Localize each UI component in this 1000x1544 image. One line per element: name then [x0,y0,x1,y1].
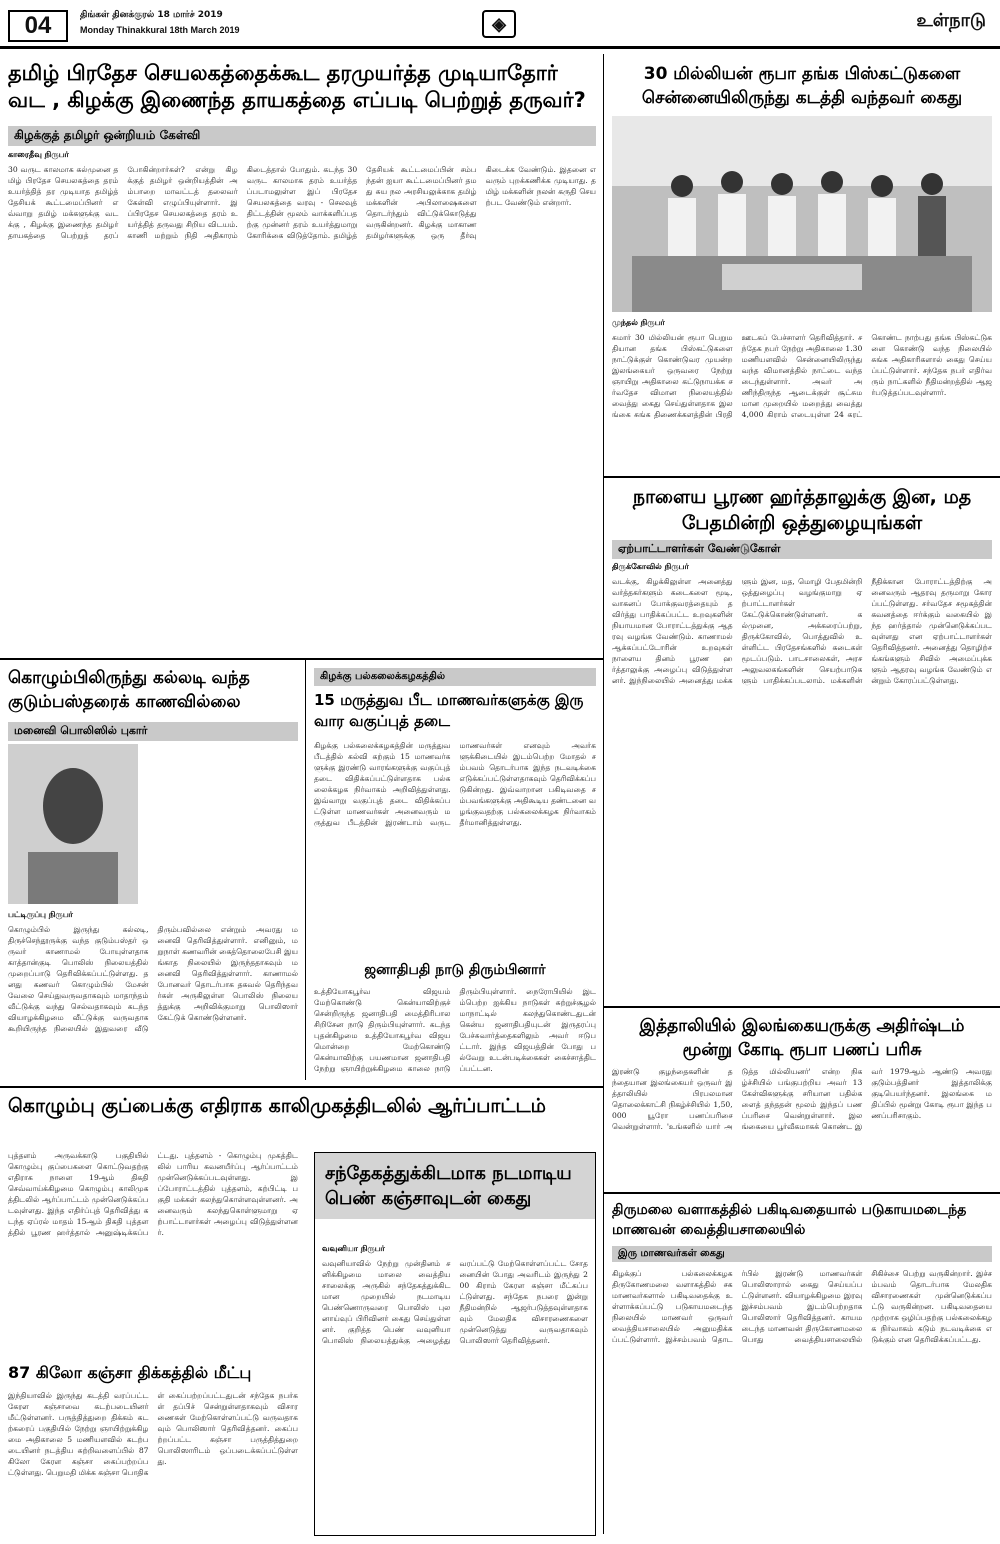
a2-rule [604,476,1000,478]
a10-headline: இத்தாலியில் இலங்கையருக்கு அதிர்ஷ்டம் மூன்று கோடி ரூபா பணப் பரிசு [639,1016,965,1060]
a4-byline: பட்டிருப்பு நிருபர் [8,910,73,919]
a1-rule [0,658,603,660]
page-number: 04 [24,12,52,39]
a3-rule [604,1006,1000,1008]
newspaper-logo-icon: ◈ [482,10,516,38]
masthead-date-block [80,10,320,35]
tamil-date: திங்கள் தினக்குரல் 18 மார்ச் 2019 [80,10,223,20]
a1-kicker: கிழக்குத் தமிழர் ஒன்றியம் கேள்வி [8,126,596,146]
a10-body: இரண்டு குழந்தைகளின் தந்தையான இலங்கையர் ஒருவர் இத்தாலியில் பிரபலமான தொலைக்காட்சி நிகழ்ச்சியில் 1,50,000 யூரோ பணப்பரிசை வென்றுள்ளார். 'உங்களில் யார் அடுத்த மில்லியனர்' என்ற நிகழ்ச்சியில் பங்குபற்றிய அவர் 13 கேள்விகளுக்கு சரியான பதில்களைத் தந்ததன் மூலம் இந்தப் பணப்பரிசை வென்றுள்ளார். இலங்கையை பூர்வீகமாகக் கொண்ட இவர் 1979ஆம் ஆண்டு அவரது குடும்பத்தினர் இத்தாலிக்கு குடிபெயர்ந்தனர். இலங்கை மதிப்பில் மூன்று கோடி ரூபா இந்த பணப்பரிசாகும். [612,1067,992,1131]
a2-byline: முந்தல் நிருபர் [612,318,665,327]
a1-byline: காரைதீவு நிருபர் [8,150,69,159]
a5-kicker: கிழக்கு பல்கலைக்கழகத்தில் [314,668,596,686]
a4-photo-missing-man [8,744,138,904]
a11-kicker: இரு மாணவர்கள் கைது [612,1246,992,1262]
col-divider-v [603,54,604,1534]
a6-body: உத்தியோகபூர்வ விஜயம் மேற்கொண்டு கென்யாவிற்குச் சென்றிருந்த ஜனாதிபதி மைத்திரிபால சிறிசேன நாடு திரும்பியுள்ளார். கடந்த புதன்கிழமை உத்தியோகபூர்வ விஜயமொன்றை மேற்கொண்டு கென்யாவிற்கு பயணமான ஜனாதிபதி நேற்று ஞாயிற்றுக்கிழமை காலை நாடு திரும்பியுள்ளார். நைரோபியில் இடம்பெற்ற ஐக்கிய நாடுகள் சுற்றுச்சூழல் மாநாட்டில் கலந்துகொண்டதுடன் கென்ய ஜனாதிபதியுடன் இருதரப்பு பேச்சுவார்த்தைகளிலும் அவர் ஈடுபட்டார். இந்த விஜயத்தின் போது பல்வேறு உடன்படிக்கைகள் கைச்சாத்திடப்பட்டன. [314,987,596,1073]
a4-body: கொழும்பில் இருந்து கல்லடி, திருச்செந்தூருக்கு வந்த குடும்பஸ்தர் ஒருவர் காணாமல் போயுள்ளதாக காத்தான்குடி பொலிஸ் நிலையத்தில் முறைப்பாடு தெரிவிக்கப்பட்டுள்ளது. தனது கணவர் கொழும்பில் மேசன் வேலை செய்துவருவதாகவும் மாதாந்தம் வீட்டுக்கு வந்து செல்வதாகவும் கடந்த வியாழக்கிழமை வீட்டுக்கு வருவதாக கூறியிருந்த நிலையில் இதுவரை வீடு திரும்பவில்லை என்றும் அவரது மனைவி தெரிவித்துள்ளார். எனினும், மறுநாள் கணவரின் கைத்தொலைபேசி இயங்காத நிலையில் இருந்ததாகவும் மனைவி தெரிவித்துள்ளார். காணாமல் போனவர் தொடர்பாக தகவல் தெரிந்தவர்கள் அருகிலுள்ள பொலிஸ் நிலையத்துக்கு அறிவிக்குமாறு பொலிஸார் கேட்டுக் கொண்டுள்ளனர். [8,925,298,1033]
masthead-rule [0,46,1000,49]
a3-body: வடக்கு, கிழக்கிலுள்ள அனைத்து வர்த்தகர்களும் கடைகளை மூடி, வாகனப் போக்குவரத்தையும் தவிர்த்து பாதிக்கப்பட்ட உறவுகளின் நியாயமான போராட்டத்துக்கு ஆதரவு வழங்க வேண்டும். காணாமல் ஆக்கப்பட்டோரின் உறவுகள் நாளைய தினம் பூரண ஹர்த்தாலுக்கு அழைப்பு விடுத்துள்ளனர். இந்நிலையில் அனைத்து மக்களும் இன, மத, மொழி பேதமின்றி ஒத்துழைப்பு வழங்குமாறு ஏற்பாட்டாளர்கள் கேட்டுக்கொண்டுள்ளனர். கல்முனை, அக்கரைப்பற்று, திருக்கோவில், பொத்துவில் உள்ளிட்ட பிரதேசங்களில் கடைகள் மூடப்படும். பாடசாலைகள், அரச அலுவலகங்களின் செயற்பாடுகளும் பாதிக்கப்படலாம். மக்களின் நீதிக்கான போராட்டத்திற்கு அனைவரும் ஆதரவு தருமாறு கோரப்பட்டுள்ளது. சர்வதேச சமூகத்தின் கவனத்தை ஈர்க்கும் வகையில் இந்த ஹர்த்தால் முன்னெடுக்கப்படவுள்ளது என ஏற்பாட்டாளர்கள் தெரிவித்தனர். அனைத்து தொழிற்சங்கங்களும் சிவில் அமைப்புக்களும் ஆதரவு வழங்க வேண்டும் என்றும் கோரப்பட்டுள்ளது. [612,577,992,685]
a11-headline: திருமலை வளாகத்தில் பகிடிவதையால் படுகாயமடைந்த மாணவன் வைத்தியசாலையில் [612,1202,967,1238]
a8-headline: 87 கிலோ கஞ்சா திக்கத்தில் மீட்பு [8,1363,252,1382]
a10-rule [604,1192,1000,1194]
a4-a5-divider [305,660,306,1080]
a9-body: வவுனியாவில் நேற்று முன்தினம் சனிக்கிழமை மாலை வைத்தியசாலைக்கு அருகில் சந்தேகத்துக்கிடமான முறையில் நடமாடிய பெண்ணொருவரை பொலிஸ் புலனாய்வுப் பிரிவினர் கைது செய்துள்ளனர். குறித்த பெண் வவுனியா பொலிஸ் நிலையத்துக்கு அழைத்து வரப்பட்டு மேற்கொள்ளப்பட்ட சோதனையின் போது அவரிடம் இருந்து 200 கிராம் கேரள கஞ்சா மீட்கப்பட்டுள்ளது. சந்தேக நபரை இன்று நீதிமன்றில் ஆஜர்படுத்தவுள்ளதாகவும் மேலதிக விசாரணைகளை முன்னெடுத்து வருவதாகவும் பொலிஸார் தெரிவித்தனர். [322,1259,588,1345]
a1-body: 30 வருட காலமாக கல்முனை தமிழ் பிரதேச செயலகத்தை தரம் உயர்த்தித் தர முடியாத தமிழ்த் தேசியக் கூட்டமைப்பினர் எவ்வாறு தமிழ் மக்களுக்கு வடக்கு , கிழக்கு இணைந்த தமிழர் தாயகத்தை பெற்றுத் தரப் போகின்றார்கள்? என்று கிழக்குத் தமிழர் ஒன்றியத்தின் அம்பாறை மாவட்டத் தலைவர் கேள்வி எழுப்பியுள்ளார். இப்பிரதேச செயலகத்தை தரம் உயர்த்தித் தருவது சிறிய விடயம். காணி மற்றும் நிதி அதிகாரம் கிடைத்தால் போதும். கடந்த 30 வருட காலமாக தரம் உயர்த்தப்படாமலுள்ள இப் பிரதேச செயலகத்தை வரவு - செலவுத் திட்டத்தின் மூலம் வாக்களிப்பதற்கு முன்னர் தரம் உயர்த்துமாறு கோரிக்கை விடுத்தோம். தமிழ்த் தேசியக் கூட்டமைப்பின் சம்பந்தன் ஐயா கூட்டமைப்பினர் தமது சுய நல அரசியலுக்காக தமிழ் மக்களின் அபிலாஷைகளை தொடர்ந்தும் விட்டுக்கொடுத்து வருகின்றனர். கிழக்கு மாகாண தமிழர்களுக்கு ஒரு தீர்வு கிடைக்க வேண்டும். இதனை எவரும் புறக்கணிக்க முடியாது. தமிழ் மக்களின் நலன் கருதி செயற்பட வேண்டும் என்றார். [8,165,596,240]
a5-headline: 15 மருத்துவ பீட மாணவர்களுக்கு இரு வார வகுப்புத் தடை [314,691,584,730]
a3-byline: திருக்கோவில் நிருபர் [612,562,689,571]
a3-headline: நாளைய பூரண ஹர்த்தாலுக்கு இன, மத பேதமின்றி ஒத்துழையுங்கள் [632,486,972,534]
a2-headline: 30 மில்லியன் ரூபா தங்க பிஸ்கட்டுகளை சென்னையிலிருந்து கடத்தி வந்தவர் கைது [641,64,963,108]
page-number-box [8,10,68,42]
a1-headline: தமிழ் பிரதேச செயலகத்தைக்கூட தரமுயர்த்த முடியாதோர் வட , கிழக்கு இணைந்த தாயகத்தை எப்படி பெற்றுத் தருவர்? [8,61,586,112]
a2-photo-officials [612,116,992,312]
english-date: Monday Thinakkural 18th March 2019 [80,25,240,35]
a5-rule [0,1086,603,1088]
a7-headline: கொழும்பு குப்பைக்கு எதிராக காலிமுகத்திடலில் ஆர்ப்பாட்டம் [8,1095,546,1117]
masthead [0,0,1000,50]
a8-body: இந்தியாவில் இருந்து கடத்தி வரப்பட்ட கேரள கஞ்சாவை கடற்படையினர் மீட்டுள்ளனர். பருத்தித்துறை திக்கம் கடற்கரைப் பகுதியில் நேற்று ஞாயிற்றுக்கிழமை அதிகாலை 5 மணியளவில் கடற்படையினர் நடத்திய சுற்றிவளைப்பில் 87 கிலோ கேரள கஞ்சா கைப்பற்றப்பட்டுள்ளது. பெறுமதி மிக்க கஞ்சா பொதிகள் கைப்பற்றப்பட்டதுடன் சந்தேக நபர்கள் தப்பிச் சென்றுள்ளதாகவும் விசாரணைகள் மேற்கொள்ளப்பட்டு வருவதாகவும் பொலிஸார் தெரிவித்தனர். கைப்பற்றப்பட்ட கஞ்சா பருத்தித்துறை பொலிஸாரிடம் ஒப்படைக்கப்பட்டுள்ளது. [8,1391,298,1477]
a4-kicker: மனைவி பொலிஸில் புகார் [8,722,298,741]
a5-body: கிழக்கு பல்கலைக்கழகத்தின் மருத்துவ பீடத்தில் கல்வி கற்கும் 15 மாணவர்களுக்கு இரண்டு வாரங்களுக்கு வகுப்புத் தடை விதிக்கப்பட்டுள்ளதாக பல்கலைக்கழக நிர்வாகம் அறிவித்துள்ளது. இவ்வாறு வகுப்புத் தடை விதிக்கப்பட்டுள்ள மாணவர்கள் அனைவரும் மருத்துவ பீடத்தின் இரண்டாம் வருட மாணவர்கள் எனவும் அவர்களுக்கிடையில் இடம்பெற்ற மோதல் சம்பவம் தொடர்பாக இந்த நடவடிக்கை எடுக்கப்பட்டுள்ளதாகவும் தெரிவிக்கப்படுகின்றது. இவ்வாறான பகிடிவதை சம்பவங்களுக்கு அதிகூடிய தண்டனை வழங்குவதற்கு பல்கலைக்கழக நிர்வாகம் தீர்மானித்துள்ளது. [314,741,596,827]
a11-body: கிழக்குப் பல்கலைக்கழக திருகோணமலை வளாகத்தில் சக மாணவர்களால் பகிடிவதைக்கு உள்ளாக்கப்பட்டு படுகாயமடைந்த நிலையில் மாணவர் ஒருவர் வைத்தியசாலையில் அனுமதிக்கப்பட்டுள்ளார். இச்சம்பவம் தொடர்பில் இரண்டு மாணவர்கள் பொலிஸாரால் கைது செய்யப்பட்டுள்ளனர். வியாழக்கிழமை இரவு இச்சம்பவம் இடம்பெற்றதாக பொலிஸார் தெரிவித்தனர். காயமடைந்த மாணவன் திருகோணமலை பொது வைத்தியசாலையில் சிகிச்சை பெற்று வருகின்றார். இச்சம்பவம் தொடர்பாக மேலதிக விசாரணைகள் முன்னெடுக்கப்பட்டு வருகின்றன. பகிடிவதையை முற்றாக ஒழிப்பதற்கு பல்கலைக்கழக நிர்வாகம் கடும் நடவடிக்கை எடுக்கும் என தெரிவிக்கப்பட்டது. [612,1269,992,1344]
a4-portrait-illustration [8,744,138,904]
section-name: உள்நாடு [916,10,986,31]
a2-photo-illustration [612,116,992,312]
a9-byline: வவுனியா நிருபர் [322,1244,385,1253]
a6-headline: ஜனாதிபதி நாடு திரும்பினார் [364,962,546,978]
a9-headline: சந்தேகத்துக்கிடமாக நடமாடிய பெண் கஞ்சாவுடன் கைது [315,1153,595,1219]
a2-body: சுமார் 30 மில்லியன் ரூபா பெறுமதியான தங்க பிஸ்கட்டுகளை நாட்டுக்குள் கொண்டுவர முயன்ற இலங்கையர் ஒருவரை நேற்று ஞாயிறு அதிகாலை கட்டுநாயக்க சர்வதேச விமான நிலையத்தில் வைத்து கைது செய்துள்ளதாக இலங்கை சுங்க திணைக்களத்தின் பிரதி ஊடகப் பேச்சாளர் தெரிவித்தார். சந்தேக நபர் நேற்று அதிகாலை 1.30 மணியளவில் சென்னையிலிருந்து வந்த விமானத்தில் நாட்டை வந்தடைந்துள்ளார். அவர் அணிந்திருந்த ஆடைக்குள் சூட்சுமமான முறையில் மறைத்து வைத்து 4,000 கிராம் எடையுள்ள 24 கரட் கொண்ட நாற்பது தங்க பிஸ்கட்டுகளை கொண்டு வந்த நிலையில் சுங்க அதிகாரிகளால் கைது செய்யப்பட்டுள்ளார். சந்தேக நபர் எதிர்வரும் நாட்களில் நீதிமன்றத்தில் ஆஜர்படுத்தப்படவுள்ளார். [612,333,992,419]
a7-body: புத்தளம் அருவக்காடு பகுதியில் கொழும்பு குப்பைகளை கொட்டுவதற்கு எதிராக நாளை 19ஆம் திகதி செவ்வாய்க்கிழமை கொழும்பு காலிமுகத்திடலில் ஆர்ப்பாட்டம் முன்னெடுக்கப்படவுள்ளது. இந்த எதிர்ப்புத் தெரிவித்து கடந்த ஏப்ரல் மாதம் 15ஆம் திகதி புத்தளத்தில் பூரண ஹர்த்தால் அனுஷ்டிக்கப்பட்டது. புத்தளம் - கொழும்பு முகத்திடலில் பாரிய கவனயீர்ப்பு ஆர்ப்பாட்டம் முன்னெடுக்கப்படவுள்ளது. இப்போராட்டத்தில் புத்தளம், கற்பிட்டி பகுதி மக்கள் கலந்துகொள்ளவுள்ளனர். அனைவரும் கலந்துகொள்ளுமாறு ஏற்பாட்டாளர்கள் அழைப்பு விடுத்துள்ளனர். [8,1151,298,1237]
a3-kicker: ஏற்பாட்டாளர்கள் வேண்டுகோள் [612,540,992,559]
a4-headline: கொழும்பிலிருந்து கல்லடி வந்த குடும்பஸ்தரைக் காணவில்லை [8,668,250,712]
